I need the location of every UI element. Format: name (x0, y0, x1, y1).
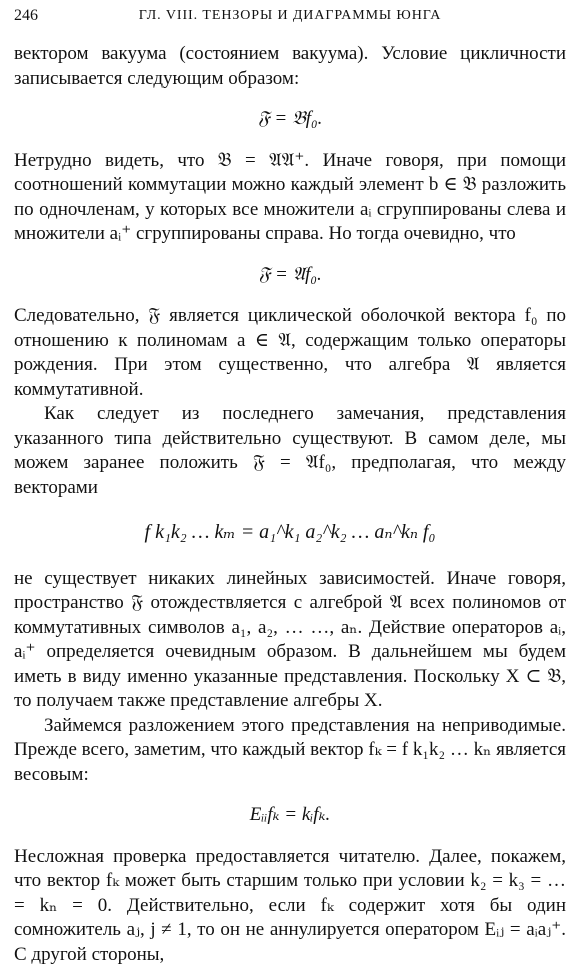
paragraph-7: Несложная проверка предоставляется читателю. Далее, покажем, что вектор fₖ может быть старшим только при условии k₂ = k₃ = … = kₙ = 0. Действительно, если fₖ содержит хотя бы один сомножитель aⱼ, j ≠ 1, то он не аннулируется оператором Eᵢⱼ = aᵢaⱼ⁺. С другой стороны, (14, 845, 566, 967)
paragraph-6: Займемся разложением этого представления на неприводимые. Прежде всего, заметим, что каждый вектор fₖ = f k₁k₂ … kₙ является весовым: (14, 714, 566, 788)
paragraph-1: вектором вакуума (состоянием вакуума). Условие цикличности записывается следующим образом: (14, 42, 566, 91)
paragraph-2: Нетрудно видеть, что 𝔅 = 𝔄𝔄⁺. Иначе говоря, при помощи соотношений коммутации можно каждый элемент b ∈ 𝔅 разложить по одночленам, у которых все множители aᵢ сгруппированы слева и множители aᵢ⁺ сгруппированы справа. Но тогда очевидно, что (14, 149, 566, 247)
paragraph-4: Как следует из последнего замечания, представления указанного типа действительно существуют. В самом деле, мы можем заранее положить 𝔉 = 𝔄f₀, предполагая, что между векторами (14, 402, 566, 500)
page-number: 246 (14, 4, 38, 28)
formula-3: f k₁k₂ … kₘ = a₁^k₁ a₂^k₂ … aₙ^kₙ f₀ (14, 520, 566, 545)
paragraph-3: Следовательно, 𝔉 является циклической оболочкой вектора f₀ по отношению к полиномам a ∈ 𝔄, содержащим только операторы рождения. При этом существенно, что алгебра 𝔄 является коммутативной. (14, 304, 566, 402)
page-header (14, 4, 566, 28)
running-title: ГЛ. VIII. ТЕНЗОРЫ И ДИАГРАММЫ ЮНГА (14, 4, 566, 28)
formula-4: Eᵢᵢfₖ = kᵢfₖ. (14, 803, 566, 828)
paragraph-5: не существует никаких линейных зависимостей. Иначе говоря, пространство 𝔉 отождествляется с алгеброй 𝔄 всех полиномов от коммутативных символов a₁, a₂, … …, aₙ. Действие операторов aᵢ, aᵢ⁺ определяется очевидным образом. В дальнейшем мы будем иметь в виду именно указанные представления. Поскольку X ⊂ 𝔅, то получаем также представление алгебры X. (14, 567, 566, 714)
page-body (14, 42, 566, 967)
formula-2: 𝔉 = 𝔄f₀. (14, 263, 566, 288)
formula-1: 𝔉 = 𝔅f₀. (14, 107, 566, 132)
